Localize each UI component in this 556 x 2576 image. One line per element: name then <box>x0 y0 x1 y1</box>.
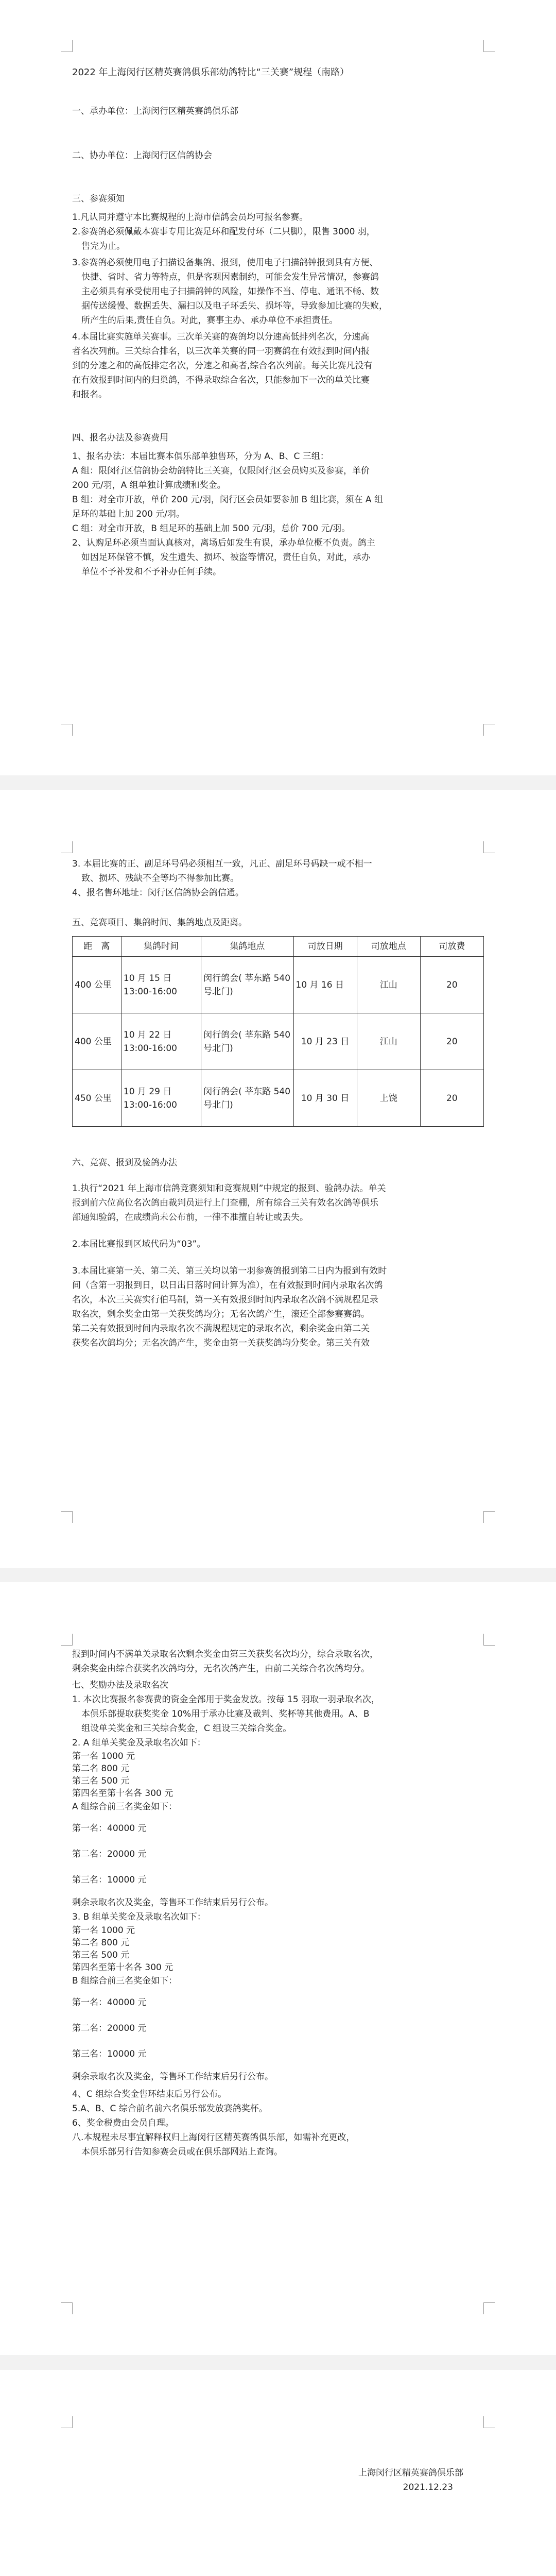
crop-mark <box>483 40 495 52</box>
cell-fee: 20 <box>420 1070 483 1127</box>
crop-mark <box>61 1511 73 1523</box>
cell-date: 10 月 16 日 <box>293 957 357 1013</box>
text-line: 名次，本次三关赛实行伯马制，第一关有效报到时间内录取名次鸽不满规程足录 <box>72 1295 378 1305</box>
text-line: 到的分速之和的高低排定名次，分速之和高者,综合名次列前。每关比赛凡没有 <box>72 361 373 371</box>
text-line: 间（含第一羽报到日，以日出日落时间计算为准），在有效报到时间内录取名次鸽 <box>72 1280 383 1291</box>
cell-time: 10 月 29 日 13:00-16:00 <box>121 1070 201 1127</box>
text-line: 报到前六位高位名次鸽由裁判员进行上门查棚，所有综合三关有效名次鸽等俱乐 <box>72 1198 378 1208</box>
crop-mark <box>483 841 495 853</box>
list-item: 第三名：10000 元 <box>72 2049 147 2059</box>
cell-distance: 450 公里 <box>73 1070 121 1127</box>
cell-date: 10 月 30 日 <box>293 1070 357 1127</box>
awards-b-single-title: 3. B 组单关奖金及录取名次如下： <box>72 1912 206 1922</box>
section-co-organizer: 二、协办单位：上海闵行区信鸽协会 <box>72 150 212 161</box>
cell-distance: 400 公里 <box>73 957 121 1013</box>
section-organizer: 一、承办单位：上海闵行区精英赛鸽俱乐部 <box>72 106 238 116</box>
competition-3 <box>72 1264 484 1350</box>
cell-release: 江山 <box>357 957 420 1013</box>
text-line: 本俱乐部提取获奖奖金 10%用于承办比赛及裁判、奖杯等其他费用。A、B <box>81 1709 370 1719</box>
awards-b-rest: 剩余录取名次及奖金，等售环工作结束后另行公布。 <box>72 2072 273 2082</box>
text-line: 1、报名办法：本届比赛本俱乐部单独售环，分为 A、B、C 三组： <box>72 451 329 462</box>
text-line: 3.参赛鸽必须使用电子扫描设备集鸽、报到，使用电子扫描鸽钟报到具有方便、 <box>72 258 378 268</box>
cell-fee: 20 <box>420 957 483 1013</box>
awards-a-single-title: 2. A 组单关奖金及录取名次如下： <box>72 1738 206 1748</box>
column-header: 司放日期 <box>293 937 357 957</box>
crop-mark <box>61 1634 73 1646</box>
signature-organization: 上海闵行区精英赛鸽俱乐部 <box>358 2468 463 2478</box>
text-line: 据传送缓慢、数据丢失、漏扫以及电子环丢失、损坏等，导致参加比赛的失败， <box>81 301 388 311</box>
cell-date: 10 月 23 日 <box>293 1013 357 1070</box>
competition-2: 2.本届比赛报到区域代码为“03”。 <box>72 1239 206 1249</box>
text-line: 部通知验鸽，在成绩尚未公布前，一律不准擅自转让或丢失。 <box>72 1212 308 1223</box>
text-line: 2、认购足环必须当面认真核对，离场后如发生有误，承办单位概不负责。鸽主 <box>72 538 375 548</box>
cell-place: 闵行鸽会( 莘东路 540 号北门) <box>201 1070 293 1127</box>
awards-a-rest: 剩余录取名次及奖金，等售环工作结束后另行公布。 <box>72 1897 273 1908</box>
text-line: 3. 本届比赛的正、副足环号码必须相互一致，凡正、副足环号码缺一或不相一 <box>72 859 372 869</box>
column-header: 司放地点 <box>357 937 420 957</box>
text-line: 1. 本次比赛报名参赛费的资金全部用于奖金发放。按每 15 羽取一羽录取名次， <box>72 1694 380 1705</box>
section-competition: 六、竞赛、报到及验鸽办法 <box>72 1158 177 1168</box>
list-item: 第二名：20000 元 <box>72 2023 147 2033</box>
awards-5: 5.A、B、C 综合前名前六名俱乐部发放赛鸽奖杯。 <box>72 2104 268 2114</box>
text-line: 所产生的后果,责任自负。对此，赛事主办、承办单位不承担责任。 <box>81 315 338 326</box>
list-item: 第二名 800 元 <box>72 1938 130 1948</box>
registration-4: 4、报名售环地址：闵行区信鸽协会鸽信通。 <box>72 888 244 898</box>
text-line: 单位不予补发和不予补办任何手续。 <box>81 567 221 577</box>
section-schedule: 五、竞赛项目、集鸽时间、集鸽地点及距离。 <box>72 918 247 928</box>
notice-4 <box>72 330 484 402</box>
list-item: 第一名 1000 元 <box>72 1925 135 1936</box>
list-item: 第二名 800 元 <box>72 1764 130 1774</box>
page-2 <box>0 790 556 1568</box>
text-line: 1.执行“2021 年上海市信鸽竞赛须知和竞赛规则”中规定的报到、验鸽办法。单关 <box>72 1183 386 1194</box>
awards-a-single-list <box>72 1750 484 1800</box>
list-item: 第四名至第十名各 300 元 <box>72 1788 173 1799</box>
doc-title: 2022 年上海闵行区精英赛鸽俱乐部幼鸽特比“三关赛”规程（南路） <box>72 67 350 78</box>
column-header: 集鸽时间 <box>121 937 201 957</box>
column-header: 集鸽地点 <box>201 937 293 957</box>
registration-1 <box>72 449 484 536</box>
table-header-row <box>73 937 484 957</box>
text-line: 2.参赛鸽必须佩戴本赛事专用比赛足环和配发付环（二只脚），限售 3000 羽， <box>72 227 375 237</box>
text-line: 在有效报到时间内的归巢鸽，不得录取综合名次，只能参加下一次的单关比赛 <box>72 375 370 385</box>
section-notice: 三、参赛须知 <box>72 194 125 204</box>
cell-release: 江山 <box>357 1013 420 1070</box>
registration-3 <box>72 857 484 886</box>
table-row <box>73 1070 484 1127</box>
text-line: 本俱乐部另行告知参赛会员或在俱乐部网站上查询。 <box>81 2147 283 2157</box>
list-item: 第三名：10000 元 <box>72 1875 147 1885</box>
text-line: 如因足环保管不慎，发生遗失、损坏、被盗等情况，责任自负，对此，承办 <box>81 552 370 563</box>
text-line: 第二关有效报到时间内录取名次不满规程规定的录取名次，剩余奖金由第二关 <box>72 1324 370 1334</box>
text-line: 主必须具有承受使用电子扫描鸽钟的风险，如操作不当、停电、通讯不畅、数 <box>81 286 379 297</box>
column-header: 司放费 <box>420 937 483 957</box>
cell-time: 10 月 22 日 13:00-16:00 <box>121 1013 201 1070</box>
text-line: 3.本届比赛第一关、第二关、第三关均以第一羽参赛鸽报到第二日内为报到有效时 <box>72 1266 387 1276</box>
cell-release: 上饶 <box>357 1070 420 1127</box>
text-line: B 组：对全市开放，单价 200 元/羽，闵行区会员如要参加 B 组比赛，须在 A 组 <box>72 495 383 505</box>
registration-2 <box>72 536 484 579</box>
list-item: 第三名 500 元 <box>72 1950 130 1960</box>
awards-b-combo-title: B 组综合前三名奖金如下： <box>72 1976 178 1986</box>
text-line: 八.本规程未尽事宜解释权归上海闵行区精英赛鸽俱乐部，如需补充更改， <box>72 2132 355 2143</box>
page-3 <box>0 1582 556 2355</box>
text-line: 取名次，剩余奖金由第一关获奖鸽均分；无名次鸽产生，滚还全部参赛赛鸽。 <box>72 1309 370 1319</box>
text-line: 4.本届比赛实施单关赛事。三次单关赛的赛鸽均以分速高低排列名次，分速高 <box>72 332 370 342</box>
text-line: 和报名。 <box>72 389 107 400</box>
notice-1-2 <box>72 210 484 253</box>
section-awards: 七、奖励办法及录取名次 <box>72 1680 168 1690</box>
page-1 <box>0 0 556 775</box>
table-row <box>73 957 484 1013</box>
text-line: 200 元/羽，A 组单独计算成绩和奖金。 <box>72 480 226 490</box>
notice-3 <box>72 256 484 328</box>
cell-fee: 20 <box>420 1013 483 1070</box>
awards-b-single-list <box>72 1924 484 1974</box>
list-item: 第一名：40000 元 <box>72 1997 147 2008</box>
crop-mark <box>483 1511 495 1523</box>
awards-1 <box>72 1692 484 1736</box>
cell-distance: 400 公里 <box>73 1013 121 1070</box>
text-line: 报到时间内不满单关录取名次剩余奖金由第三关获奖名次均分，综合录取名次， <box>72 1649 378 1659</box>
competition-1 <box>72 1181 484 1225</box>
cell-place: 闵行鸽会( 莘东路 540 号北门) <box>201 1013 293 1070</box>
list-item: 第二名：20000 元 <box>72 1849 147 1859</box>
text-line: 致、损坏、残缺不全等均不得参加比赛。 <box>81 873 239 884</box>
text-line: 获奖名次鸽均分；无名次鸽产生，奖金由第一关获奖鸽均分奖金。第三关有效 <box>72 1338 370 1348</box>
awards-6: 6、奖金税费由会员自理。 <box>72 2118 174 2128</box>
crop-mark <box>483 2416 495 2428</box>
text-line: 者名次列前。三关综合排名，以三次单关赛的同一羽赛鸽在有效报到时间内报 <box>72 346 370 357</box>
crop-mark <box>61 40 73 52</box>
text-line: 足环的基础上加 200 元/羽。 <box>72 509 185 519</box>
table-row <box>73 1013 484 1070</box>
crop-mark <box>61 2302 73 2314</box>
crop-mark <box>61 724 73 736</box>
awards-4: 4、C 组综合奖金售环结束后另行公布。 <box>72 2089 227 2099</box>
list-item: 第三名 500 元 <box>72 1776 130 1786</box>
column-header: 距 离 <box>73 937 121 957</box>
crop-mark <box>61 841 73 853</box>
section-interpretation <box>72 2130 484 2159</box>
list-item: 第四名至第十名各 300 元 <box>72 1962 173 1973</box>
section-registration: 四、报名办法及参赛费用 <box>72 433 168 443</box>
cell-time: 10 月 15 日 13:00-16:00 <box>121 957 201 1013</box>
text-line: C 组：对全市开放，B 组足环的基础上加 500 元/羽，总价 700 元/羽。 <box>72 523 351 534</box>
text-line: 组设单关奖金和三关综合奖金，C 组设三关综合奖金。 <box>81 1723 292 1734</box>
crop-mark <box>483 1634 495 1646</box>
crop-mark <box>61 2416 73 2428</box>
text-line: 快捷、省时、省力等特点，但是客观因素制约，可能会发生异常情况，参赛鸽 <box>81 272 379 282</box>
page-4 <box>0 2370 556 2576</box>
crop-mark <box>483 2302 495 2314</box>
crop-mark <box>483 724 495 736</box>
race-schedule-table <box>72 936 484 1127</box>
competition-3-cont <box>72 1647 484 1676</box>
text-line: A 组：限闵行区信鸽协会幼鸽特比三关赛，仅限闵行区会员购买及参赛，单价 <box>72 466 370 476</box>
cell-place: 闵行鸽会( 莘东路 540 号北门) <box>201 957 293 1013</box>
signature-date: 2021.12.23 <box>403 2482 453 2493</box>
awards-a-combo-title: A 组综合前三名奖金如下： <box>72 1802 178 1812</box>
text-line: 1.凡认同并遵守本比赛规程的上海市信鸽会员均可报名参赛。 <box>72 212 308 223</box>
list-item: 第一名 1000 元 <box>72 1751 135 1761</box>
text-line: 售完为止。 <box>81 241 125 251</box>
list-item: 第一名：40000 元 <box>72 1823 147 1834</box>
text-line: 剩余奖金由综合获奖名次鸽均分，无名次鸽产生，由前二关综合名次鸽均分。 <box>72 1664 370 1674</box>
